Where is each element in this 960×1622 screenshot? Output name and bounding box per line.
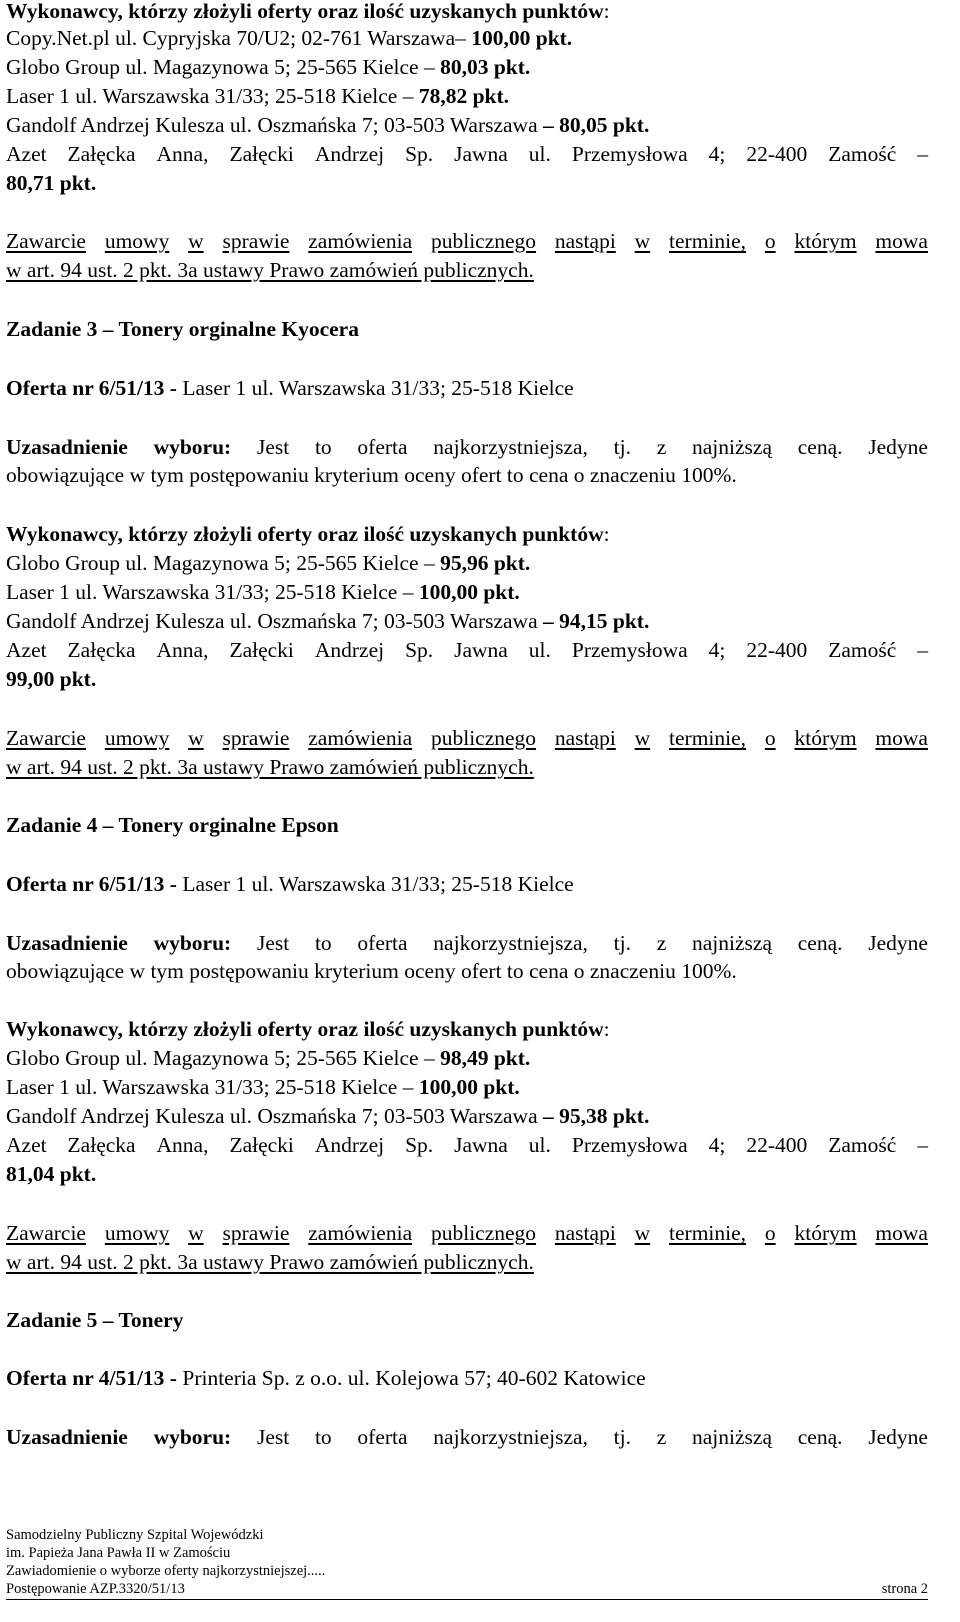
- word: Zamość: [828, 1133, 897, 1157]
- bidder-row-azet: [6, 1132, 928, 1158]
- bidder-score: 99,00 pkt.: [6, 667, 97, 691]
- word: w: [634, 229, 651, 253]
- word: Załęcka: [67, 638, 136, 662]
- contract-note-line2: w art. 94 ust. 2 pkt. 3a ustawy Prawo zamówień publicznych.: [6, 258, 534, 282]
- word: Załęcki: [229, 638, 294, 662]
- word: zamówienia: [308, 1221, 413, 1245]
- offer-line: Oferta nr 6/51/13 - Laser 1 ul. Warszawska 31/33; 25-518 Kielce: [6, 872, 574, 896]
- footer-document-title: Zawiadomienie o wyborze oferty najkorzystniejszej.....: [6, 1563, 326, 1579]
- word: w: [188, 726, 204, 750]
- word: nastąpi: [554, 1221, 616, 1245]
- bidder-row: Gandolf Andrzej Kulesza ul. Oszmańska 7; 03-503 Warszawa – 94,15 pkt.: [6, 609, 650, 633]
- bidder-row: Globo Group ul. Magazynowa 5; 25-565 Kielce – 98,49 pkt.: [6, 1046, 531, 1070]
- word: Jawna: [454, 638, 508, 662]
- justification-line2: obowiązujące w tym postępowaniu kryterium oceny ofert to cena o znaczeniu 100%.: [6, 463, 737, 487]
- word: Andrzej: [314, 638, 385, 662]
- word: 4;: [708, 638, 726, 662]
- word: mowa: [875, 726, 928, 750]
- word: oferta: [357, 931, 408, 955]
- word: o: [764, 1221, 776, 1245]
- bidder-row: Gandolf Andrzej Kulesza ul. Oszmańska 7; 03-503 Warszawa – 80,05 pkt.: [6, 113, 650, 137]
- word: umowy: [104, 726, 170, 750]
- word: w: [188, 229, 204, 253]
- word: 4;: [708, 142, 726, 166]
- word: publicznego: [430, 229, 537, 253]
- word: ceną.: [797, 435, 843, 459]
- word: o: [764, 726, 776, 750]
- footer-procedure: Postępowanie AZP.3320/51/13: [6, 1581, 185, 1597]
- bidders-heading: Wykonawcy, którzy złożyli oferty oraz ilość uzyskanych punktów:: [6, 0, 610, 23]
- offer-line: Oferta nr 4/51/13 - Printeria Sp. z o.o. ul. Kolejowa 57; 40-602 Katowice: [6, 1366, 646, 1390]
- contract-note-line1: [6, 1220, 928, 1246]
- word: Jawna: [454, 1133, 508, 1157]
- word: mowa: [875, 229, 928, 253]
- word: –: [917, 638, 928, 662]
- word: Zawarcie: [6, 1221, 86, 1245]
- word: Jest: [256, 931, 290, 955]
- word: Jedyne: [868, 931, 928, 955]
- word: Przemysłowa: [571, 142, 688, 166]
- word: którym: [794, 726, 857, 750]
- word: Sp.: [405, 1133, 434, 1157]
- task-title: Zadanie 4 – Tonery orginalne Epson: [6, 813, 339, 837]
- bidder-row: Globo Group ul. Magazynowa 5; 25-565 Kielce – 80,03 pkt.: [6, 55, 531, 79]
- word: Andrzej: [314, 142, 385, 166]
- word: Załęcka: [67, 142, 136, 166]
- word: umowy: [104, 229, 170, 253]
- word: najniższą: [692, 435, 773, 459]
- justification-line1: [6, 434, 928, 460]
- justification-line1: [6, 1424, 928, 1450]
- justification-line1: [6, 930, 928, 956]
- bidder-row: Globo Group ul. Magazynowa 5; 25-565 Kielce – 95,96 pkt.: [6, 551, 531, 575]
- bidder-row: Gandolf Andrzej Kulesza ul. Oszmańska 7; 03-503 Warszawa – 95,38 pkt.: [6, 1104, 650, 1128]
- word: –: [917, 1133, 928, 1157]
- bidder-row: Laser 1 ul. Warszawska 31/33; 25-518 Kielce – 78,82 pkt.: [6, 84, 510, 108]
- word: wyboru:: [153, 1425, 232, 1449]
- word: nastąpi: [554, 726, 616, 750]
- word: Załęcki: [229, 142, 294, 166]
- bidder-row: Copy.Net.pl ul. Cypryjska 70/U2; 02-761 Warszawa– 100,00 pkt.: [6, 26, 573, 50]
- word: Jedyne: [868, 435, 928, 459]
- word: najkorzystniejsza,: [433, 1425, 588, 1449]
- justification-line2: obowiązujące w tym postępowaniu kryterium oceny ofert to cena o znaczeniu 100%.: [6, 959, 737, 983]
- word: zamówienia: [308, 726, 413, 750]
- word: publicznego: [430, 1221, 537, 1245]
- word: Uzasadnienie: [6, 1425, 128, 1449]
- word: oferta: [357, 435, 408, 459]
- contract-note-line1: [6, 725, 928, 751]
- word: to: [314, 1425, 332, 1449]
- word: z: [656, 435, 667, 459]
- word: Jedyne: [868, 1425, 928, 1449]
- word: terminie,: [669, 1221, 747, 1245]
- word: Sp.: [405, 638, 434, 662]
- word: oferta: [357, 1425, 408, 1449]
- word: Przemysłowa: [571, 1133, 688, 1157]
- word: tj.: [613, 931, 631, 955]
- word: którym: [794, 1221, 857, 1245]
- word: najniższą: [692, 1425, 773, 1449]
- task-title: Zadanie 5 – Tonery: [6, 1308, 184, 1332]
- word: Przemysłowa: [571, 638, 688, 662]
- word: 22-400: [746, 142, 808, 166]
- word: Zamość: [828, 142, 897, 166]
- footer-institution: Samodzielny Publiczny Szpital Wojewódzki: [6, 1527, 264, 1543]
- word: sprawie: [222, 726, 290, 750]
- word: Azet: [6, 1133, 47, 1157]
- word: z: [656, 1425, 667, 1449]
- word: Jest: [256, 1425, 290, 1449]
- bidders-heading: Wykonawcy, którzy złożyli oferty oraz ilość uzyskanych punktów:: [6, 1017, 610, 1041]
- word: ul.: [528, 142, 551, 166]
- word: Anna,: [156, 638, 209, 662]
- word: tj.: [613, 435, 631, 459]
- word: umowy: [104, 1221, 170, 1245]
- word: Uzasadnienie: [6, 435, 128, 459]
- word: najkorzystniejsza,: [433, 435, 588, 459]
- task-title: Zadanie 3 – Tonery orginalne Kyocera: [6, 317, 359, 341]
- bidder-row: Laser 1 ul. Warszawska 31/33; 25-518 Kielce – 100,00 pkt.: [6, 1075, 520, 1099]
- word: Andrzej: [314, 1133, 385, 1157]
- contract-note-line1: [6, 228, 928, 254]
- contract-note-line2: w art. 94 ust. 2 pkt. 3a ustawy Prawo zamówień publicznych.: [6, 1250, 534, 1274]
- word: ul.: [528, 638, 551, 662]
- word: Zawarcie: [6, 229, 86, 253]
- word: najniższą: [692, 931, 773, 955]
- word: terminie,: [669, 726, 747, 750]
- word: Azet: [6, 638, 47, 662]
- word: Załęcki: [229, 1133, 294, 1157]
- word: 22-400: [746, 1133, 808, 1157]
- word: Zawarcie: [6, 726, 86, 750]
- word: publicznego: [430, 726, 537, 750]
- word: Zamość: [828, 638, 897, 662]
- word: to: [314, 931, 332, 955]
- bidder-row-azet: [6, 141, 928, 167]
- page-number: strona 2: [881, 1581, 928, 1597]
- word: mowa: [875, 1221, 928, 1245]
- word: Jawna: [454, 142, 508, 166]
- footer-institution-name: im. Papieża Jana Pawła II w Zamościu: [6, 1545, 231, 1561]
- word: to: [314, 435, 332, 459]
- word: w: [634, 1221, 651, 1245]
- word: Załęcka: [67, 1133, 136, 1157]
- word: wyboru:: [153, 931, 232, 955]
- word: 22-400: [746, 638, 808, 662]
- footer-divider: [6, 1599, 928, 1600]
- word: terminie,: [669, 229, 747, 253]
- word: Uzasadnienie: [6, 931, 128, 955]
- word: Anna,: [156, 142, 209, 166]
- word: ceną.: [797, 931, 843, 955]
- contract-note-line2: w art. 94 ust. 2 pkt. 3a ustawy Prawo zamówień publicznych.: [6, 755, 534, 779]
- word: Azet: [6, 142, 47, 166]
- word: wyboru:: [153, 435, 232, 459]
- word: w: [188, 1221, 204, 1245]
- word: najkorzystniejsza,: [433, 931, 588, 955]
- word: w: [634, 726, 651, 750]
- word: sprawie: [222, 229, 290, 253]
- bidder-row-azet: [6, 637, 928, 663]
- word: sprawie: [222, 1221, 290, 1245]
- word: tj.: [613, 1425, 631, 1449]
- word: zamówienia: [308, 229, 413, 253]
- bidders-heading: Wykonawcy, którzy złożyli oferty oraz ilość uzyskanych punktów:: [6, 522, 610, 546]
- bidder-score: 80,71 pkt.: [6, 171, 97, 195]
- word: 4;: [708, 1133, 726, 1157]
- word: którym: [794, 229, 857, 253]
- word: –: [917, 142, 928, 166]
- word: o: [764, 229, 776, 253]
- offer-line: Oferta nr 6/51/13 - Laser 1 ul. Warszawska 31/33; 25-518 Kielce: [6, 376, 574, 400]
- word: Anna,: [156, 1133, 209, 1157]
- word: Jest: [256, 435, 290, 459]
- word: Sp.: [405, 142, 434, 166]
- bidder-score: 81,04 pkt.: [6, 1162, 97, 1186]
- word: ceną.: [797, 1425, 843, 1449]
- word: ul.: [528, 1133, 551, 1157]
- word: z: [656, 931, 667, 955]
- bidder-row: Laser 1 ul. Warszawska 31/33; 25-518 Kielce – 100,00 pkt.: [6, 580, 520, 604]
- word: nastąpi: [554, 229, 616, 253]
